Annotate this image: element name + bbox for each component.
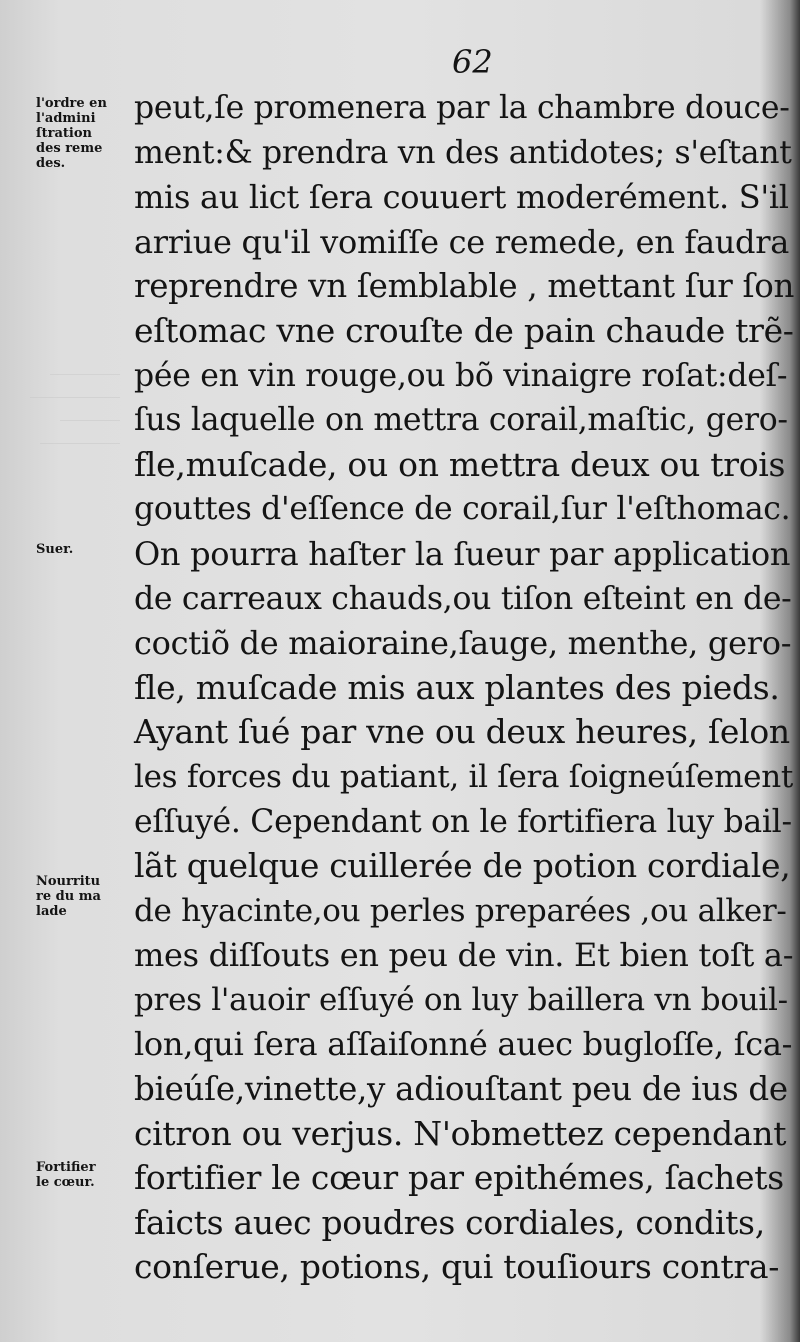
text-line: les forces du patiant, il ſera ſoigneúſement: [134, 758, 794, 795]
marginal-note-line: le cœur.: [36, 1175, 95, 1190]
text-line: de hyacinte,ou perles preparées ,ou alker-: [134, 892, 787, 929]
text-line: ſus laquelle on mettra corail,maſtic, gero-: [134, 402, 788, 439]
marginal-note-line: re du ma: [36, 889, 101, 904]
body-text: [134, 86, 794, 1290]
text-line: eſſuyé. Cependant on le fortifiera luy bail-: [134, 803, 792, 840]
text-line: mis au lict ſera couuert moderément. S'il: [134, 178, 789, 217]
marginal-note-line: Suer.: [36, 542, 74, 557]
page-number: 62: [452, 43, 493, 81]
text-line: ment:& prendra vn des antidotes; s'eſtant: [134, 134, 792, 171]
text-line: reprendre vn ſemblable , mettant ſur ſon: [134, 267, 795, 306]
marginal-note-line: Nourritu: [36, 874, 101, 889]
text-line: pres l'auoir eſſuyé on luy baillera vn bouil-: [134, 981, 788, 1018]
text-line: fle,muſcade, ou on mettra deux ou trois: [134, 444, 786, 484]
marginal-note: [36, 874, 101, 919]
text-line: mes diſſouts en peu de vin. Et bien toſt a-: [134, 936, 794, 975]
text-line: lãt quelque cuillerée de potion cordiale,: [134, 846, 791, 886]
marginal-note: [36, 542, 73, 557]
text-line: bieúſe,vinette,y adiouſtant peu de ius de: [134, 1070, 788, 1109]
marginal-note-line: Fortifier: [36, 1160, 96, 1175]
marginal-note-line: ſtration: [36, 126, 92, 141]
marginal-note-line: des.: [36, 156, 66, 171]
text-line: faicts auec poudres cordiales, condits,: [134, 1202, 765, 1242]
text-line: fortifier le cœur par epithémes, ſachets: [134, 1158, 784, 1198]
show-through: [20, 360, 120, 470]
text-line: eſtomac vne crouſte de pain chaude trẽ-: [134, 310, 794, 350]
marginal-note-line: l'ordre en: [36, 96, 107, 111]
text-line: citron ou verjus. N'obmettez cependant: [134, 1113, 787, 1153]
marginal-note-line: des reme: [36, 141, 103, 156]
text-line: coctiõ de maioraine,ſauge, menthe, gero-: [134, 624, 792, 663]
text-line: peut,ſe promenera par la chambre douce-: [134, 90, 790, 126]
text-line: gouttes d'eſſence de corail,ſur l'eſthomac.: [134, 491, 791, 528]
text-line: pée en vin rouge,ou bõ vinaigre roſat:deſ-: [134, 357, 788, 394]
text-line: fle, muſcade mis aux plantes des pieds.: [134, 667, 780, 707]
marginal-note: [36, 96, 107, 171]
text-line: de carreaux chauds,ou tiſon eſteint en de-: [134, 580, 792, 617]
text-line: arriue qu'il vomiſſe ce remede, en faudra: [134, 222, 789, 261]
marginal-note-line: l'admini: [36, 111, 96, 126]
marginal-note: [36, 1160, 96, 1190]
text-line: Ayant ſué par vne ou deux heures, ſelon: [134, 712, 790, 752]
text-line: conſerue, potions, qui touſiours contra-: [134, 1247, 780, 1287]
text-line: On pourra haſter la ſueur par application: [134, 534, 791, 573]
text-line: lon,qui ſera aſſaiſonné auec bugloſſe, ſca-: [134, 1025, 793, 1064]
marginal-note-line: lade: [36, 904, 67, 919]
